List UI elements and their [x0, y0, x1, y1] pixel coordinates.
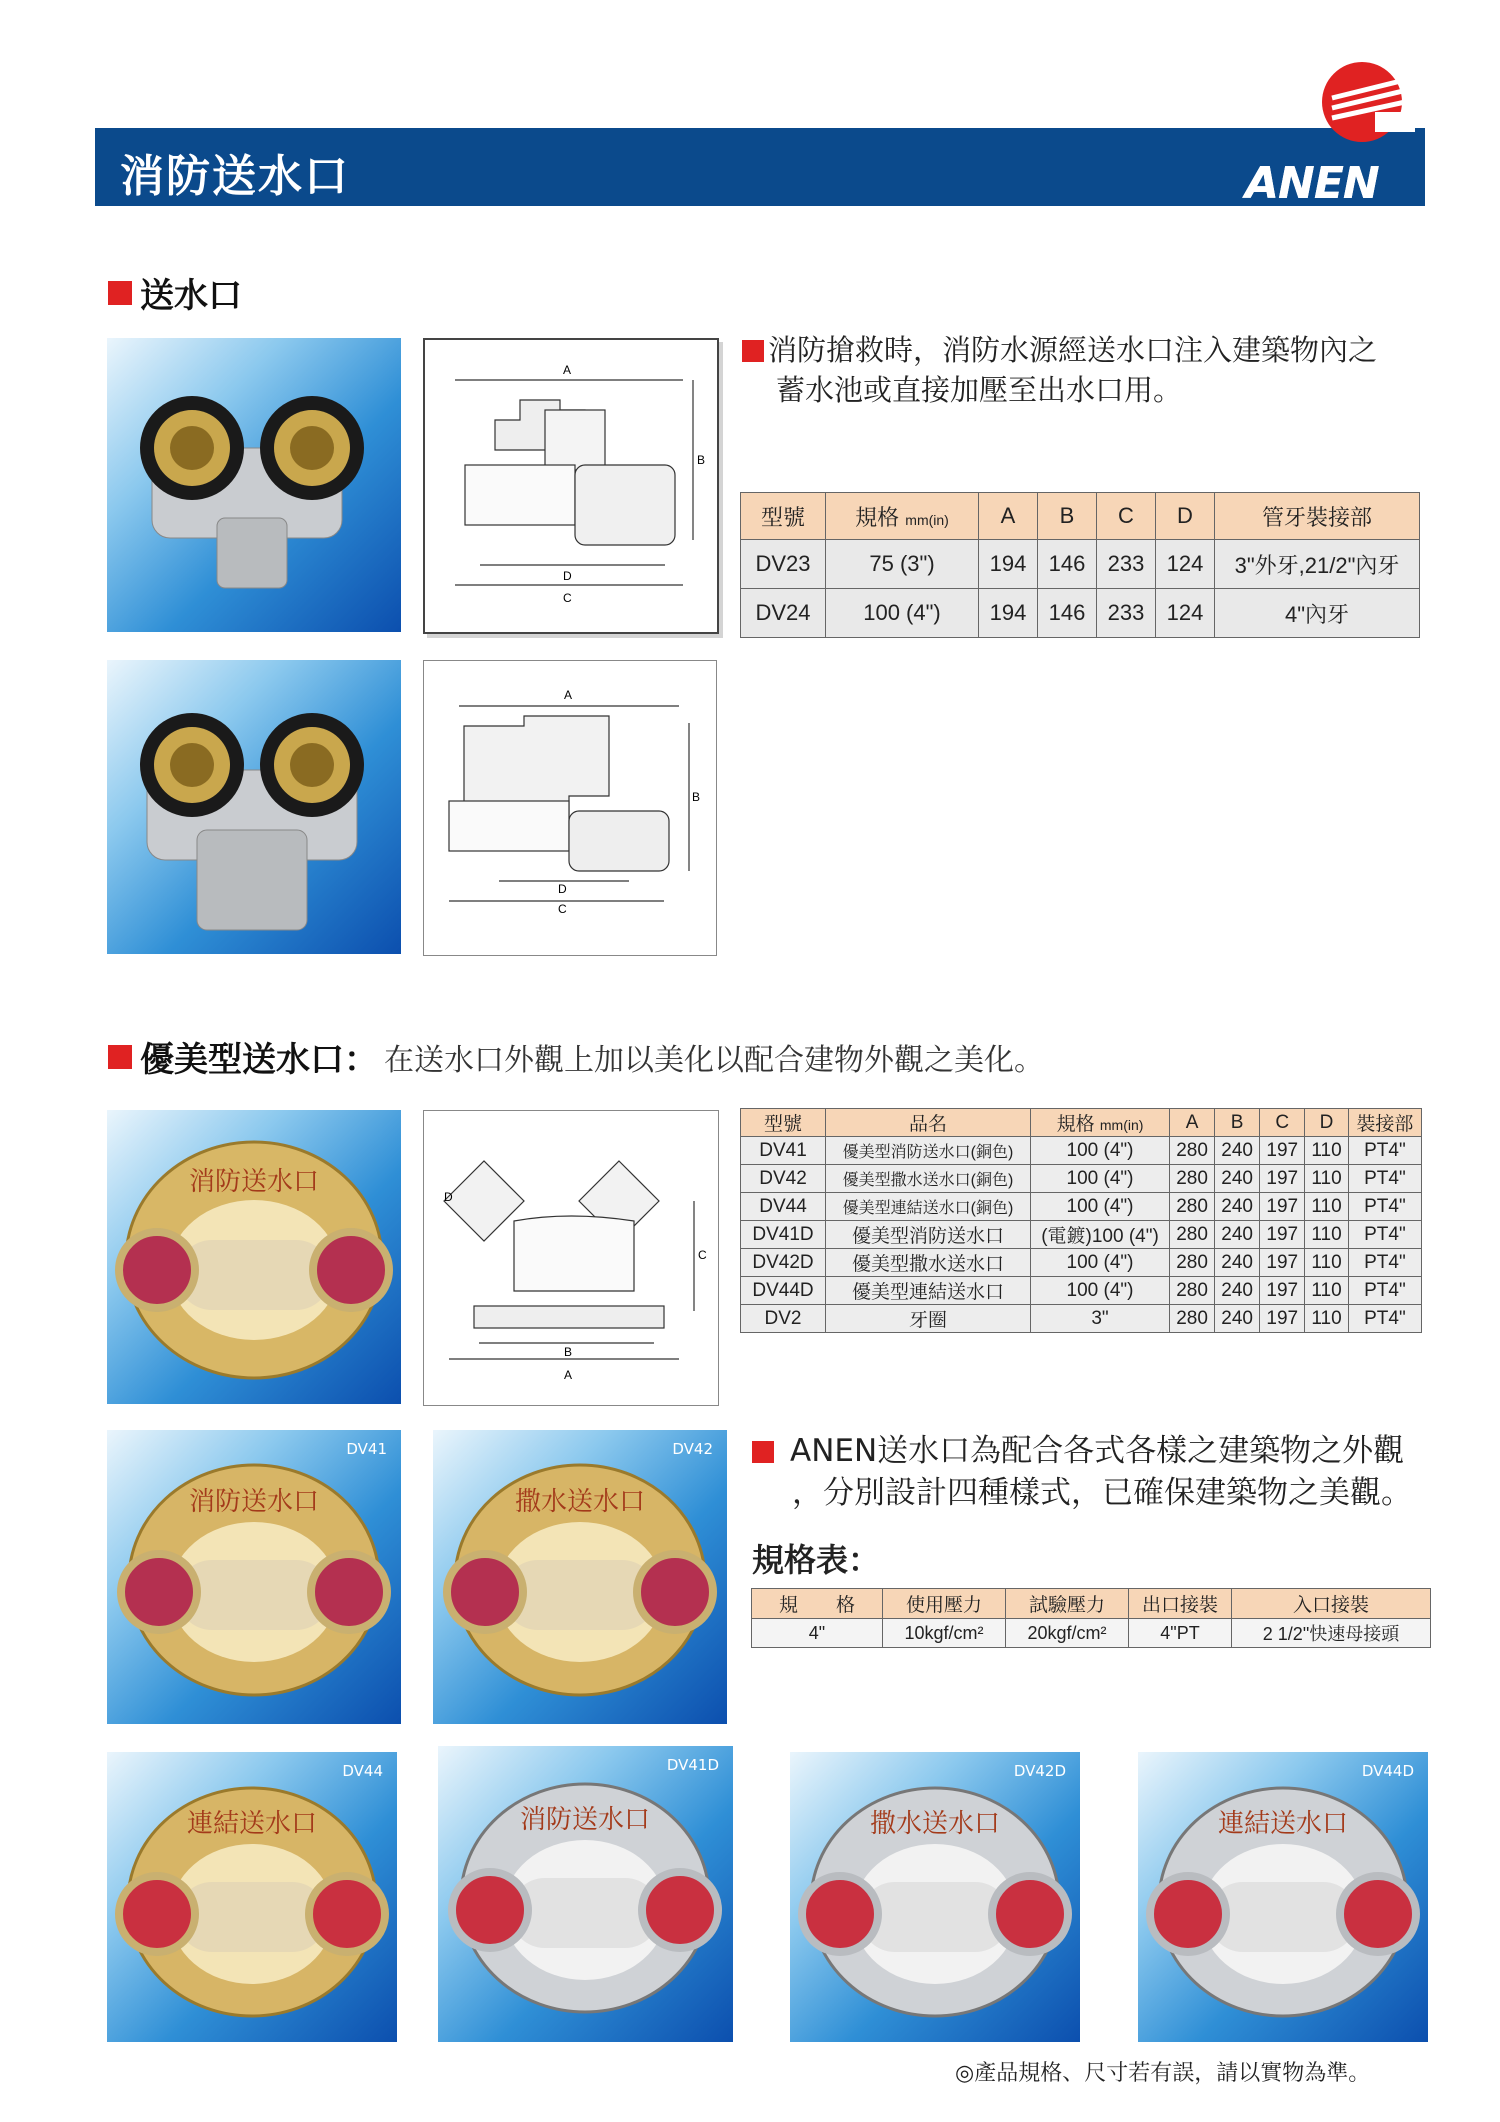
svg-text:撒水送水口: 撒水送水口	[514, 1486, 646, 1516]
svg-text:A: A	[563, 363, 572, 377]
table-header-row: 型號 規格 mm(in) A B C D 管牙裝接部	[741, 493, 1420, 540]
svg-text:B: B	[692, 790, 701, 804]
red-square-bullet	[742, 340, 764, 362]
product-photo-dv24	[107, 660, 401, 954]
svg-text:A: A	[564, 688, 573, 702]
product-photo-dv44: DV44 連結送水口	[107, 1752, 397, 2042]
table-row: DV41 優美型消防送水口(銅色) 100 (4") 280 240 197 110 PT4"	[741, 1137, 1422, 1165]
red-square-bullet	[108, 281, 132, 305]
svg-text:C: C	[558, 902, 567, 916]
table-row: DV23 75 (3") 194 146 233 124 3"外牙,21/2"內牙	[741, 540, 1420, 589]
product-photo-dv44d: DV44D 連結送水口	[1138, 1752, 1428, 2042]
svg-text:C: C	[698, 1248, 707, 1262]
red-square-bullet	[752, 1441, 774, 1463]
product-photo-dv23	[107, 338, 401, 632]
svg-text:連結送水口: 連結送水口	[1217, 1808, 1349, 1838]
spec-table-section1	[740, 492, 1420, 638]
svg-text:A: A	[564, 1368, 573, 1382]
svg-text:D: D	[563, 569, 572, 583]
table-header-row: 型號 品名 規格 mm(in) A B C D 裝接部	[741, 1109, 1422, 1137]
table-header-row: 規 格 使用壓力 試驗壓力 出口接裝 入口接裝	[752, 1589, 1431, 1619]
spec-table-section2	[740, 1108, 1422, 1333]
table-row: DV42D 優美型撒水送水口 100 (4") 280 240 197 110 PT4"	[741, 1249, 1422, 1277]
svg-text:B: B	[697, 453, 706, 467]
table-row: DV41D 優美型消防送水口 (電鍍)100 (4") 280 240 197 110 PT4"	[741, 1221, 1422, 1249]
svg-text:B: B	[564, 1345, 573, 1359]
spec-table-title: 規格表：	[752, 1541, 881, 1579]
red-square-bullet	[108, 1045, 132, 1069]
table-row: DV44 優美型連結送水口(銅色) 100 (4") 280 240 197 110 PT4"	[741, 1193, 1422, 1221]
brand-wordmark: ANEN	[1245, 158, 1379, 209]
table-row: DV2 牙圈 3" 280 240 197 110 PT4"	[741, 1305, 1422, 1333]
footer-note: ◎產品規格、尺寸若有誤，請以實物為準。	[955, 2061, 1371, 2086]
svg-text:D: D	[558, 882, 567, 896]
page-title: 消防送水口	[120, 151, 350, 202]
dimension-drawing-dv23	[423, 338, 719, 634]
section1-description: 消防搶救時，消防水源經送水口注入建築物內之 蓄水池或直接加壓至出水口用。	[742, 330, 1422, 410]
svg-text:消防送水口: 消防送水口	[519, 1804, 651, 1834]
section2-note: ANEN送水口為配合各式各樣之建築物之外觀 ，分別設計四種樣式，已確保建築物之美觀。	[752, 1430, 1432, 1514]
spec-summary-table	[751, 1588, 1431, 1648]
section1-heading: 送水口	[108, 268, 242, 317]
table-row: DV24 100 (4") 194 146 233 124 4"內牙	[741, 589, 1420, 638]
product-photo-dv42d: DV42D 撒水送水口	[790, 1752, 1080, 2042]
svg-text:撒水送水口: 撒水送水口	[869, 1808, 1001, 1838]
dimension-drawing-decorative	[423, 1110, 719, 1406]
svg-text:C: C	[563, 591, 572, 605]
svg-text:D: D	[444, 1190, 453, 1204]
dimension-drawing-dv24	[423, 660, 717, 956]
svg-text:消防送水口: 消防送水口	[188, 1486, 320, 1516]
svg-text:連結送水口: 連結送水口	[186, 1808, 318, 1838]
product-photo-dv42: DV42 撒水送水口	[433, 1430, 727, 1724]
product-photo-decorative	[107, 1110, 401, 1404]
table-row: 4" 10kgf/cm² 20kgf/cm² 4"PT 2 1/2"快速母接頭	[752, 1619, 1431, 1648]
product-photo-dv41: DV41 消防送水口	[107, 1430, 401, 1724]
section2-heading: 優美型送水口 ： 在送水口外觀上加以美化以配合建物外觀之美化。	[108, 1032, 1044, 1081]
product-photo-dv41d: DV41D 消防送水口	[438, 1746, 733, 2042]
svg-text:消防送水口: 消防送水口	[188, 1166, 320, 1196]
table-row: DV44D 優美型連結送水口 100 (4") 280 240 197 110 PT4"	[741, 1277, 1422, 1305]
table-row: DV42 優美型撒水送水口(銅色) 100 (4") 280 240 197 110 PT4"	[741, 1165, 1422, 1193]
